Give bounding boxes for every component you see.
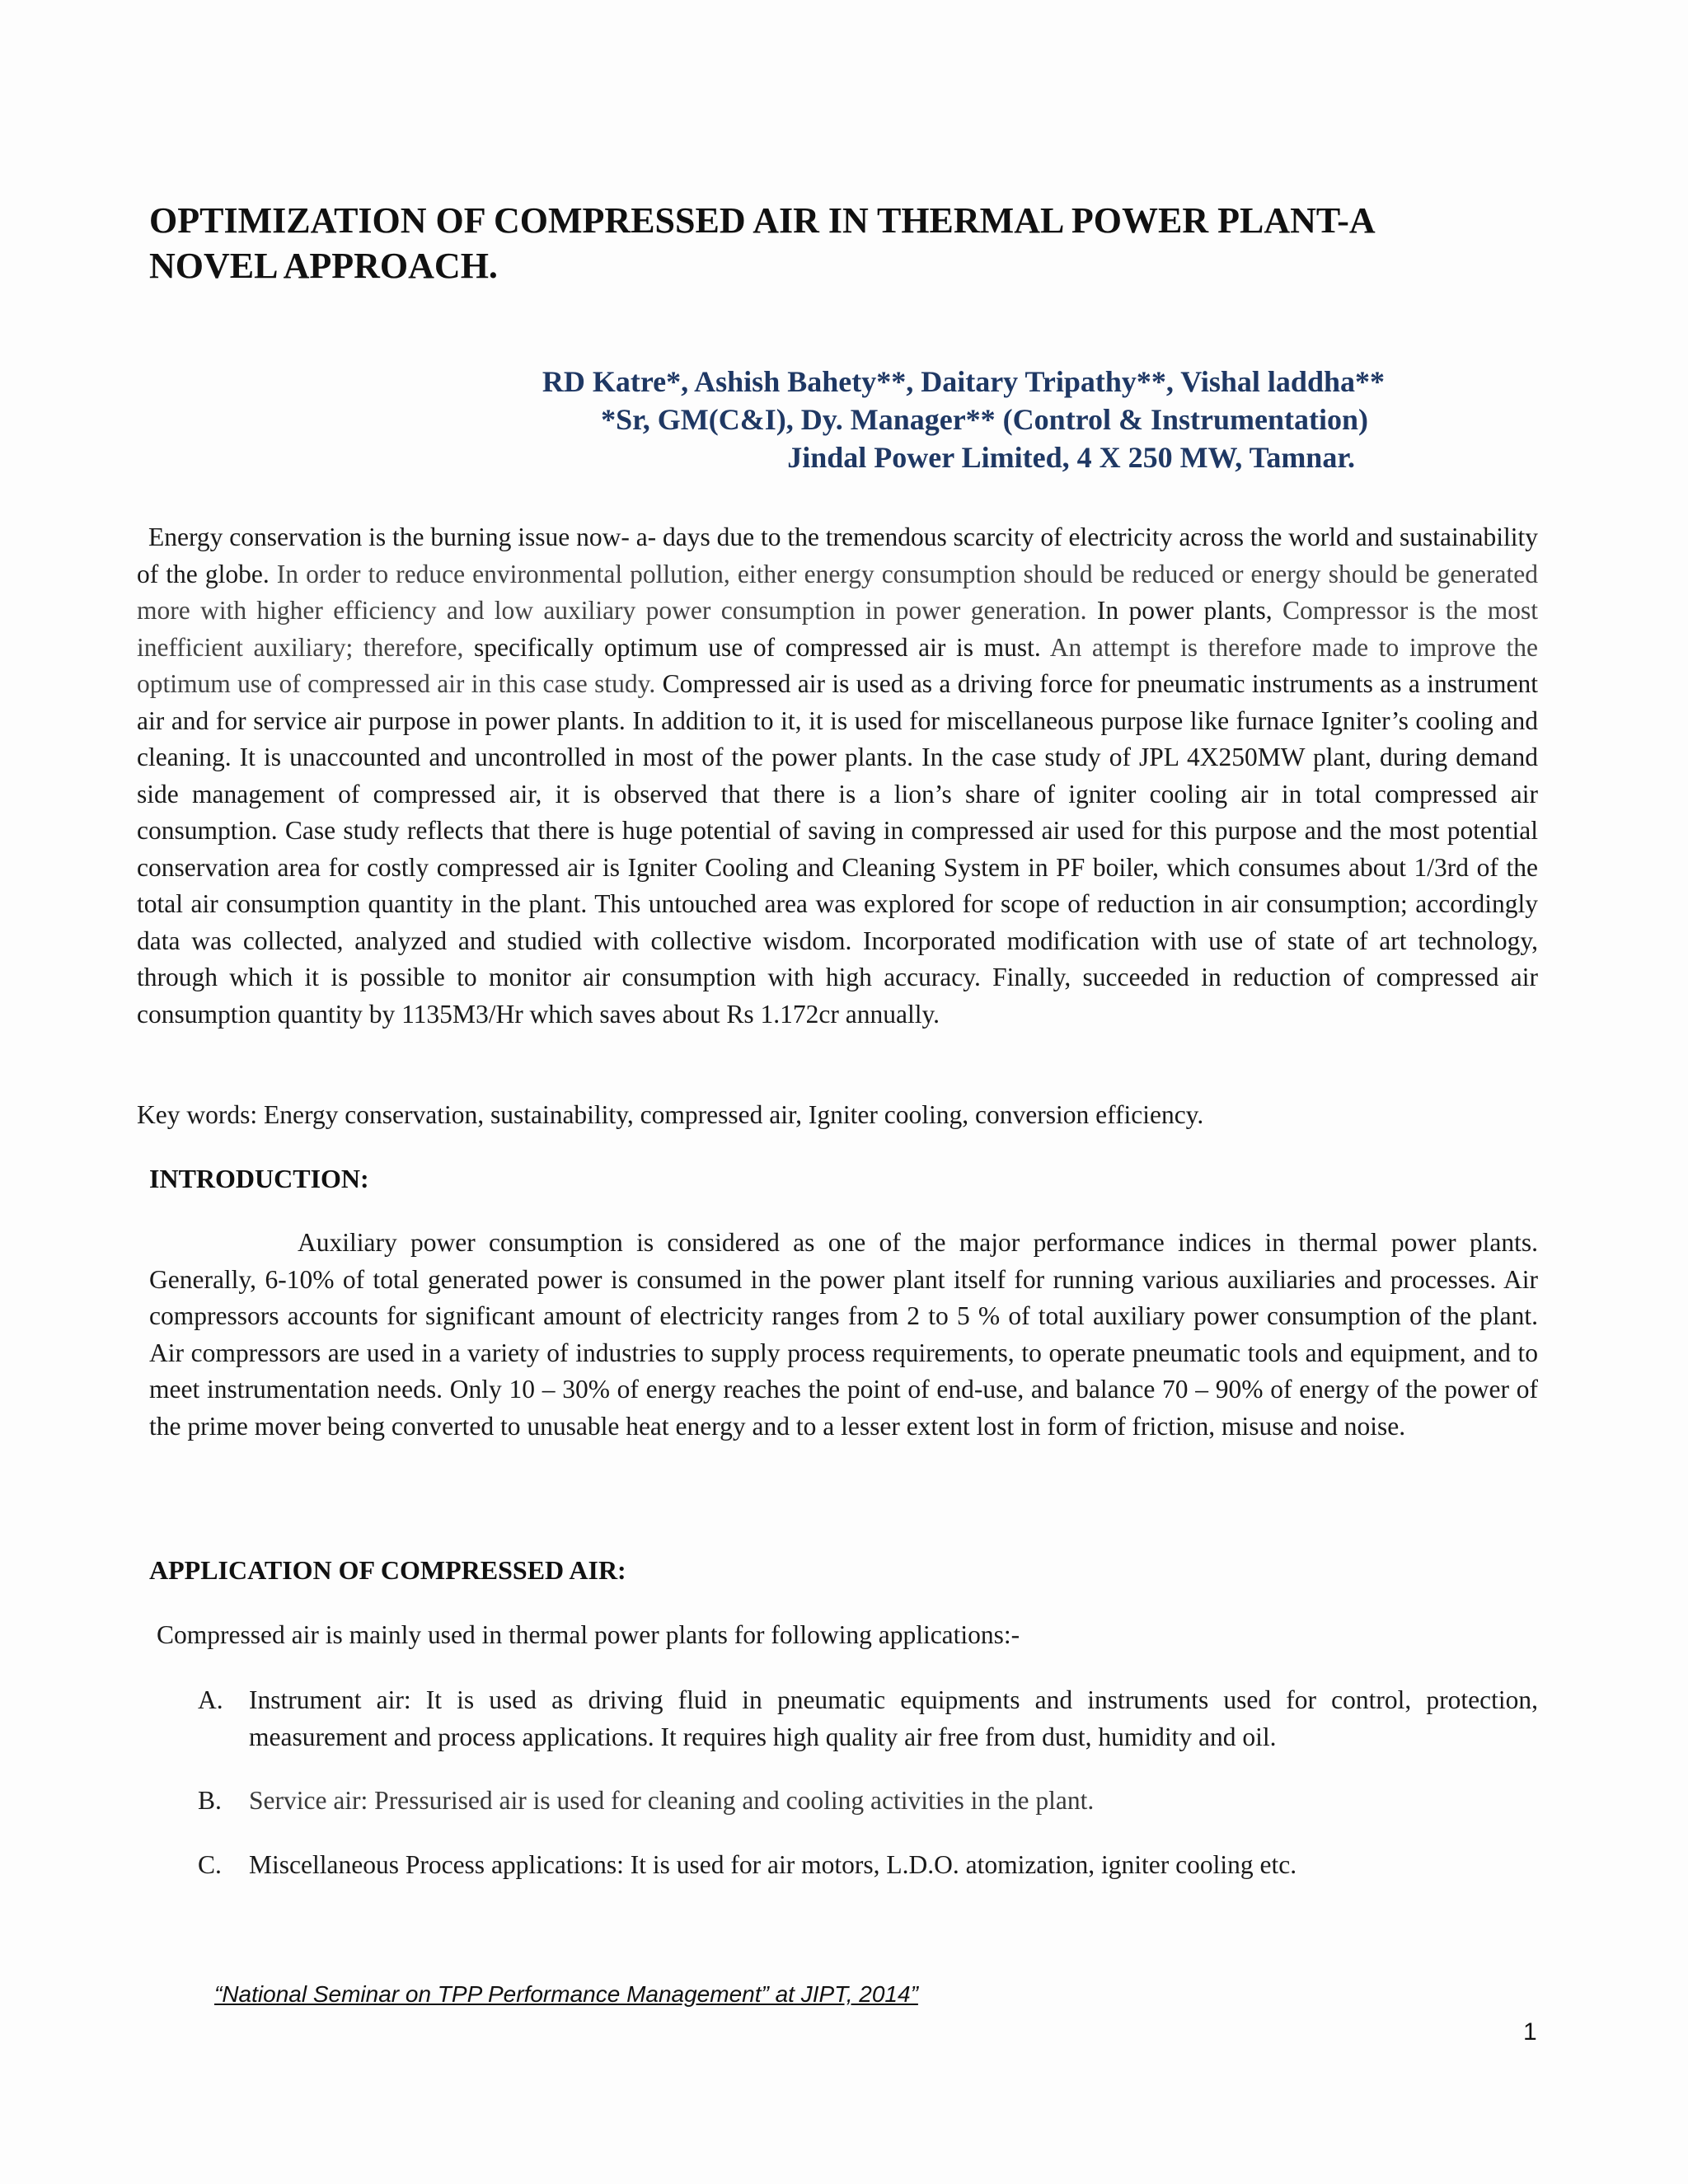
list-item [198,1783,1538,1820]
page-number: 1 [1523,2018,1537,2046]
paper-title-line-2: NOVEL APPROACH. [149,246,498,286]
author-roles: *Sr, GM(C&I), Dy. Manager** (Control & Instrumentation) [601,403,1368,436]
list-item-text: Service air: Pressurised air is used for cleaning and cooling activities in the plant. [249,1786,1095,1815]
author-names: RD Katre*, Ashish Bahety**, Daitary Tripathy**, Vishal laddha** [542,365,1385,398]
introduction-heading: INTRODUCTION: [149,1164,369,1193]
keywords-line: Key words: Energy conservation, sustainability, compressed air, Igniter cooling, conversion efficiency. [137,1100,1204,1129]
introduction-paragraph [149,1225,1538,1445]
application-heading: APPLICATION OF COMPRESSED AIR: [149,1555,626,1585]
abstract-paragraph [137,519,1538,1033]
list-item-text: Instrument air: It is used as driving fluid in pneumatic equipments and instruments used for control, protection, measurement and process applications. It requires high quality air free from dust, humidity and oil. [249,1685,1538,1751]
list-marker: B. [198,1786,222,1815]
introduction-text: Auxiliary power consumption is considered as one of the major performance indices in thermal power plants. Generally, 6-10% of total generated power is consumed in the power plant itself for running various auxiliaries and processes. Air compressors accounts for significant amount of electricity ranges from 2 to 5 % of total auxiliary power consumption of the plant. Air compressors are used in a variety of industries to supply process requirements, to operate pneumatic tools and equipment, and to meet instrumentation needs. Only 10 – 30% of energy reaches the point of end-use, and balance 70 – 90% of energy of the power of the prime mover being converted to unusable heat energy and to a lesser extent lost in form of friction, misuse and noise. [149,1228,1538,1441]
list-marker: C. [198,1849,222,1879]
abstract-text-2: In order to reduce environmental pollution, either energy consumption should be reduced or energy should be generated more with higher efficiency and low auxiliary power consumption in power generation. [137,559,1538,625]
seminar-footer: “National Seminar on TPP Performance Management” at JIPT, 2014” [214,1981,918,2007]
abstract-text-6: An attempt is therefore made to improve the optimum use of compressed air in this case study. [137,632,1539,698]
application-list [198,1682,1538,1910]
abstract-text-5: specifically optimum use of compressed air is must. [463,632,1041,662]
author-block [247,363,1385,476]
paper-title [149,198,1550,288]
abstract-text-4: Compressor is the most inefficient auxiliary; therefore, [137,596,1538,662]
abstract-text-1: Energy conservation is the burning issue now- a- days due to the tremendous scarcity of electricity across the world and sustainability of the globe. [137,523,1538,588]
application-lead: Compressed air is mainly used in thermal power plants for following applications:- [157,1620,1020,1649]
abstract-text-7: Compressed air is used as a driving force for pneumatic instruments as a instrument air and for service air purpose in power plants. In addition to it, it is used for miscellaneous purpose like furnace Igniter’s cooling and cleaning. It is unaccounted and uncontrolled in most of the power plants. In the case study of JPL 4X250MW plant, during demand side management of compressed air, it is observed that there is a lion’s share of igniter cooling air in total compressed air consumption. Case study reflects that there is huge potential of saving in compressed air used for this purpose and the most potential conservation area for costly compressed air is Igniter Cooling and Cleaning System in PF boiler, which consumes about 1/3rd of the total air consumption quantity in the plant. This untouched area was explored for scope of reduction in air consumption; accordingly data was collected, analyzed and studied with collective wisdom. Incorporated modification with use of state of art technology, through which it is possible to monitor air consumption with high accuracy. Finally, succeeded in reduction of compressed air consumption quantity by 1135M3/Hr which saves about Rs 1.172cr annually. [137,669,1538,1029]
list-item [198,1847,1538,1884]
paper-title-line-1: OPTIMIZATION OF COMPRESSED AIR IN THERMAL POWER PLANT-A [149,200,1376,241]
list-item [198,1682,1538,1755]
list-marker: A. [198,1685,223,1714]
author-affiliation: Jindal Power Limited, 4 X 250 MW, Tamnar. [787,441,1355,474]
abstract-text-3: In power plants, [1086,596,1273,625]
list-item-text: Miscellaneous Process applications: It is used for air motors, L.D.O. atomization, igniter cooling etc. [249,1849,1297,1879]
